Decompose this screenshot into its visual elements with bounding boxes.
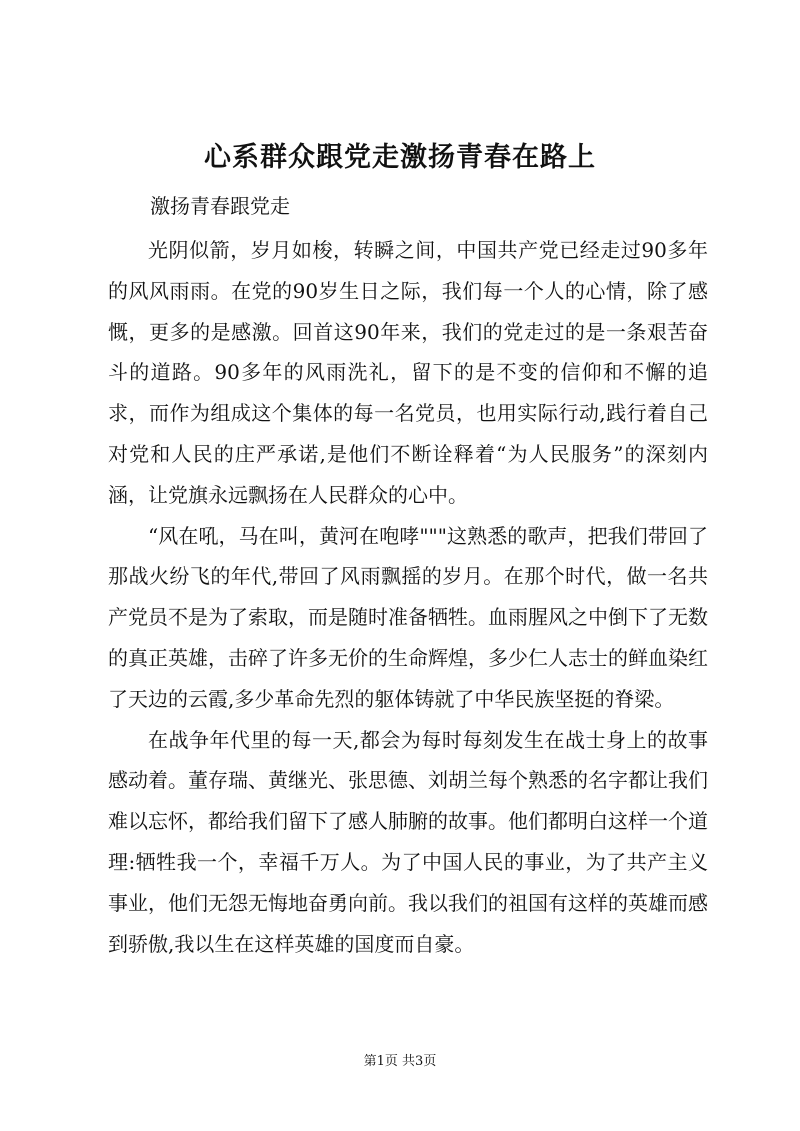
paragraph-3: 在战争年代里的每一天,都会为每时每刻发生在战士身上的故事感动着。董存瑞、黄继光、张思德、刘胡兰每个熟悉的名字都让我们难以忘怀，都给我们留下了感人肺腑的故事。他们都明白这样一个道理:牺牲我一个，幸福千万人。为了中国人民的事业，为了共产主义事业，他们无怨无悔地奋勇向前。我以我们的祖国有这样的英雄而感到骄傲,我以生在这样英雄的国度而自豪。: [108, 727, 708, 956]
document-subtitle: 激扬青春跟党走: [150, 194, 290, 218]
document-body: [108, 230, 708, 964]
paragraph-2: “风在吼，马在叫，黄河在咆哮"""这熟悉的歌声，把我们带回了那战火纷飞的年代,带回了风雨飘摇的岁月。在那个时代，做一名共产党员不是为了索取，而是随时准备牺牲。血雨腥风之中倒下了无数的真正英雄，击碎了许多无价的生命辉煌，多少仁人志士的鲜血染红了天边的云霞,多少革命先烈的躯体铸就了中华民族坚挺的脊梁。: [108, 523, 708, 711]
page-number-footer: 第1页 共3页: [363, 1054, 437, 1069]
document-title: 心系群众跟党走激扬青春在路上: [204, 142, 596, 173]
paragraph-1: 光阴似箭，岁月如梭，转瞬之间，中国共产党已经走过90多年的风风雨雨。在党的90岁生日之际，我们每一个人的心情，除了感慨，更多的是感激。回首这90年来，我们的党走过的是一条艰苦奋斗的道路。90多年的风雨洗礼，留下的是不变的信仰和不懈的追求，而作为组成这个集体的每一名党员，也用实际行动,践行着自己对党和人民的庄严承诺,是他们不断诠释着“为人民服务”的深刻内涵，让党旗永远飘扬在人民群众的心中。: [108, 238, 708, 507]
